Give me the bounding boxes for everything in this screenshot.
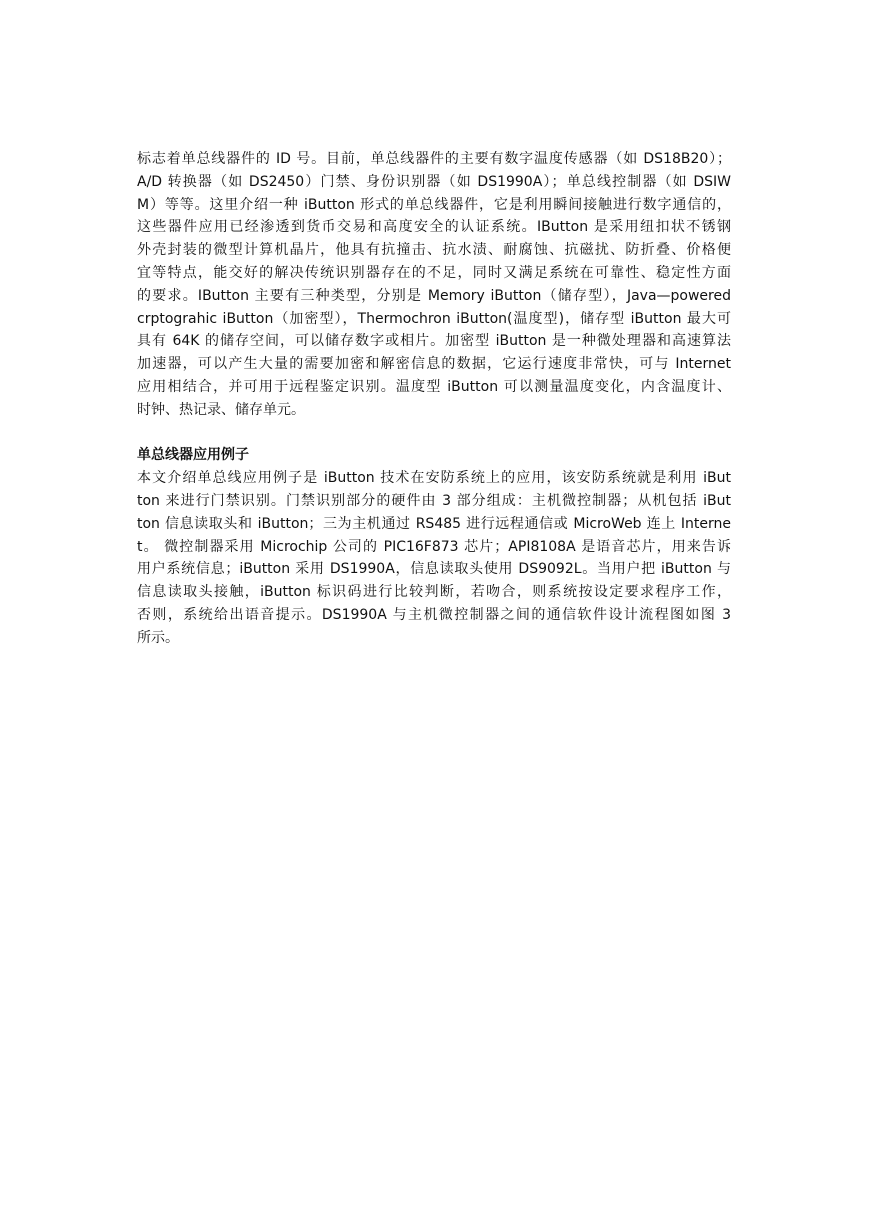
text-line: t。 微控制器采用 Microchip 公司的 PIC16F873 芯片；API8108A 是语音芯片，用来告诉 [137, 538, 731, 555]
text-line: 加速器，可以产生大量的需要加密和解密信息的数据，它运行速度非常快，可与 Internet [137, 356, 731, 373]
text-line: 否则，系统给出语音提示。DS1990A 与主机微控制器之间的通信软件设计流程图如图 3 [137, 606, 731, 623]
text-line: 的要求。IButton 主要有三种类型，分别是 Memory iButton（储存型），Java—powered [137, 287, 731, 304]
text-line: A/D 转换器（如 DS2450）门禁、身份识别器（如 DS1990A）；单总线控制器（如 DSIW [137, 173, 731, 190]
text-line: 宜等特点，能交好的解决传统识别器存在的不足，同时又满足系统在可靠性、稳定性方面 [137, 264, 731, 281]
text-line: 用户系统信息；iButton 采用 DS1990A，信息读取头使用 DS9092L。当用户把 iButton 与 [137, 561, 731, 578]
text-line: ton 信息读取头和 iButton；三为主机通过 RS485 进行远程通信或 MicroWeb 连上 Interne [137, 515, 731, 532]
text-line: 时钟、热记录、储存单元。 [137, 401, 305, 418]
section-heading: 单总线器应用例子 [137, 447, 249, 464]
text-line: 应用相结合，并可用于远程鉴定识别。温度型 iButton 可以测量温度变化，内含温度计、 [137, 378, 731, 395]
text-line: 具有 64K 的储存空间，可以储存数字或相片。加密型 iButton 是一种微处理器和高速算法 [137, 333, 731, 350]
text-line: 这些器件应用已经渗透到货币交易和高度安全的认证系统。IButton 是采用纽扣状不锈钢 [137, 219, 731, 236]
text-line: 外壳封装的微型计算机晶片，他具有抗撞击、抗水渍、耐腐蚀、抗磁扰、防折叠、价格便 [137, 242, 731, 259]
text-line: crptograhic iButton（加密型），Thermochron iButton(温度型)，储存型 iButton 最大可 [137, 310, 731, 327]
text-line: ton 来进行门禁识别。门禁识别部分的硬件由 3 部分组成：主机微控制器；从机包括 iBut [137, 492, 731, 509]
text-line: M）等等。这里介绍一种 iButton 形式的单总线器件，它是利用瞬间接触进行数字通信的， [137, 196, 731, 213]
paragraph-gap [137, 422, 731, 445]
paragraph-application-example [137, 467, 731, 649]
text-line: 本文介绍单总线应用例子是 iButton 技术在安防系统上的应用，该安防系统就是利用 iBut [137, 470, 731, 487]
text-line: 信息读取头接触，iButton 标识码进行比较判断，若吻合，则系统按设定要求程序工作， [137, 584, 731, 601]
document-body [137, 148, 731, 650]
text-line: 标志着单总线器件的 ID 号。目前，单总线器件的主要有数字温度传感器（如 DS18B20）； [137, 151, 731, 167]
paragraph-ibutton-intro [137, 148, 731, 422]
text-line: 所示。 [137, 629, 179, 646]
